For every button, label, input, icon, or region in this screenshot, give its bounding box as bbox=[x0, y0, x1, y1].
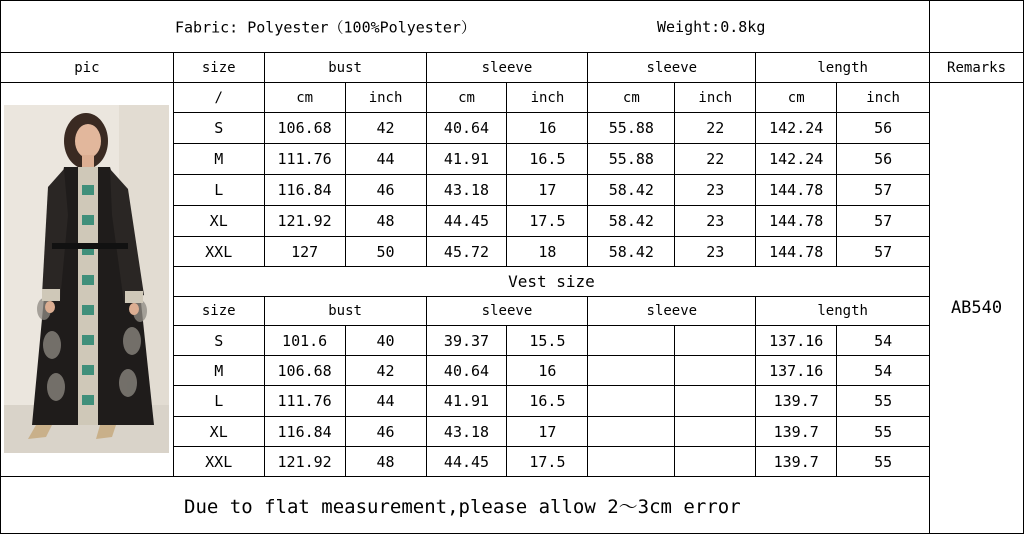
value-cell: 144.78 bbox=[756, 175, 837, 206]
pic-header: pic bbox=[1, 53, 174, 83]
product-photo-cell bbox=[1, 83, 174, 477]
value-cell: 58.42 bbox=[588, 175, 675, 206]
unit-cell: / bbox=[173, 83, 264, 113]
unit-cell: cm bbox=[588, 83, 675, 113]
value-cell: 44 bbox=[345, 144, 426, 175]
value-cell bbox=[588, 386, 675, 417]
value-cell: 121.92 bbox=[264, 447, 345, 477]
vest-bust-header: bust bbox=[264, 297, 426, 326]
value-cell: 42 bbox=[345, 356, 426, 386]
value-cell: 43.18 bbox=[426, 417, 507, 447]
value-cell: 139.7 bbox=[756, 417, 837, 447]
value-cell: 44 bbox=[345, 386, 426, 417]
size-cell: M bbox=[173, 144, 264, 175]
value-cell: 23 bbox=[675, 237, 756, 267]
remarks-header: Remarks bbox=[930, 53, 1024, 83]
value-cell: 44.45 bbox=[426, 447, 507, 477]
value-cell: 142.24 bbox=[756, 113, 837, 144]
value-cell: 43.18 bbox=[426, 175, 507, 206]
unit-cell: cm bbox=[756, 83, 837, 113]
value-cell: 46 bbox=[345, 417, 426, 447]
value-cell: 139.7 bbox=[756, 386, 837, 417]
value-cell: 22 bbox=[675, 113, 756, 144]
value-cell bbox=[588, 326, 675, 356]
size-cell: S bbox=[173, 326, 264, 356]
weight-text: Weight:0.8kg bbox=[657, 17, 766, 36]
size-header: size bbox=[173, 53, 264, 83]
vest-size-header: size bbox=[173, 297, 264, 326]
value-cell: 44.45 bbox=[426, 206, 507, 237]
vest-sleeve-header: sleeve bbox=[426, 297, 588, 326]
size-cell: L bbox=[173, 175, 264, 206]
value-cell: 56 bbox=[837, 144, 930, 175]
value-cell: 106.68 bbox=[264, 356, 345, 386]
value-cell bbox=[588, 447, 675, 477]
vest-section-title: Vest size bbox=[173, 267, 929, 297]
header-blank-cell bbox=[930, 1, 1024, 53]
value-cell: 101.6 bbox=[264, 326, 345, 356]
value-cell: 111.76 bbox=[264, 386, 345, 417]
value-cell: 48 bbox=[345, 206, 426, 237]
size-cell: S bbox=[173, 113, 264, 144]
value-cell: 106.68 bbox=[264, 113, 345, 144]
value-cell bbox=[675, 386, 756, 417]
value-cell: 57 bbox=[837, 175, 930, 206]
value-cell bbox=[675, 417, 756, 447]
value-cell: 17.5 bbox=[507, 447, 588, 477]
value-cell: 42 bbox=[345, 113, 426, 144]
value-cell: 127 bbox=[264, 237, 345, 267]
unit-cell: cm bbox=[426, 83, 507, 113]
value-cell: 58.42 bbox=[588, 237, 675, 267]
value-cell: 39.37 bbox=[426, 326, 507, 356]
value-cell: 137.16 bbox=[756, 356, 837, 386]
value-cell: 111.76 bbox=[264, 144, 345, 175]
size-cell: L bbox=[173, 386, 264, 417]
value-cell: 116.84 bbox=[264, 417, 345, 447]
unit-cell: cm bbox=[264, 83, 345, 113]
unit-cell: inch bbox=[507, 83, 588, 113]
value-cell: 17 bbox=[507, 417, 588, 447]
value-cell bbox=[588, 356, 675, 386]
vest-sleeve-length-header: sleeve bbox=[588, 297, 756, 326]
size-cell: XL bbox=[173, 417, 264, 447]
value-cell: 55.88 bbox=[588, 144, 675, 175]
value-cell: 144.78 bbox=[756, 237, 837, 267]
value-cell: 142.24 bbox=[756, 144, 837, 175]
header-info-cell bbox=[1, 1, 930, 53]
size-cell: M bbox=[173, 356, 264, 386]
value-cell: 57 bbox=[837, 206, 930, 237]
value-cell: 16.5 bbox=[507, 144, 588, 175]
value-cell: 17.5 bbox=[507, 206, 588, 237]
value-cell: 58.42 bbox=[588, 206, 675, 237]
bust-header: bust bbox=[264, 53, 426, 83]
value-cell: 46 bbox=[345, 175, 426, 206]
value-cell: 23 bbox=[675, 175, 756, 206]
value-cell: 40 bbox=[345, 326, 426, 356]
value-cell bbox=[588, 417, 675, 447]
vest-length-header: length bbox=[756, 297, 930, 326]
value-cell bbox=[675, 356, 756, 386]
size-cell: XXL bbox=[173, 237, 264, 267]
value-cell: 16 bbox=[507, 113, 588, 144]
unit-cell: inch bbox=[345, 83, 426, 113]
value-cell: 50 bbox=[345, 237, 426, 267]
value-cell: 16 bbox=[507, 356, 588, 386]
value-cell: 41.91 bbox=[426, 386, 507, 417]
remarks-value: AB540 bbox=[930, 83, 1024, 534]
value-cell: 144.78 bbox=[756, 206, 837, 237]
value-cell: 17 bbox=[507, 175, 588, 206]
size-cell: XXL bbox=[173, 447, 264, 477]
product-photo bbox=[4, 105, 169, 453]
value-cell bbox=[675, 447, 756, 477]
value-cell: 48 bbox=[345, 447, 426, 477]
measurement-note: Due to flat measurement,please allow 2～3cm error bbox=[1, 477, 930, 534]
value-cell: 18 bbox=[507, 237, 588, 267]
value-cell: 56 bbox=[837, 113, 930, 144]
value-cell: 54 bbox=[837, 356, 930, 386]
value-cell: 137.16 bbox=[756, 326, 837, 356]
value-cell: 22 bbox=[675, 144, 756, 175]
value-cell: 55.88 bbox=[588, 113, 675, 144]
value-cell: 40.64 bbox=[426, 113, 507, 144]
value-cell: 41.91 bbox=[426, 144, 507, 175]
value-cell: 55 bbox=[837, 447, 930, 477]
value-cell: 40.64 bbox=[426, 356, 507, 386]
value-cell: 15.5 bbox=[507, 326, 588, 356]
value-cell: 55 bbox=[837, 417, 930, 447]
value-cell: 57 bbox=[837, 237, 930, 267]
value-cell: 45.72 bbox=[426, 237, 507, 267]
value-cell: 55 bbox=[837, 386, 930, 417]
value-cell: 16.5 bbox=[507, 386, 588, 417]
unit-cell: inch bbox=[837, 83, 930, 113]
value-cell: 139.7 bbox=[756, 447, 837, 477]
sleeve-length-header: sleeve bbox=[588, 53, 756, 83]
unit-cell: inch bbox=[675, 83, 756, 113]
size-cell: XL bbox=[173, 206, 264, 237]
value-cell bbox=[675, 326, 756, 356]
sleeve-header: sleeve bbox=[426, 53, 588, 83]
fabric-text: Fabric: Polyester（100%Polyester） bbox=[175, 18, 476, 36]
value-cell: 121.92 bbox=[264, 206, 345, 237]
value-cell: 54 bbox=[837, 326, 930, 356]
length-header: length bbox=[756, 53, 930, 83]
value-cell: 116.84 bbox=[264, 175, 345, 206]
value-cell: 23 bbox=[675, 206, 756, 237]
